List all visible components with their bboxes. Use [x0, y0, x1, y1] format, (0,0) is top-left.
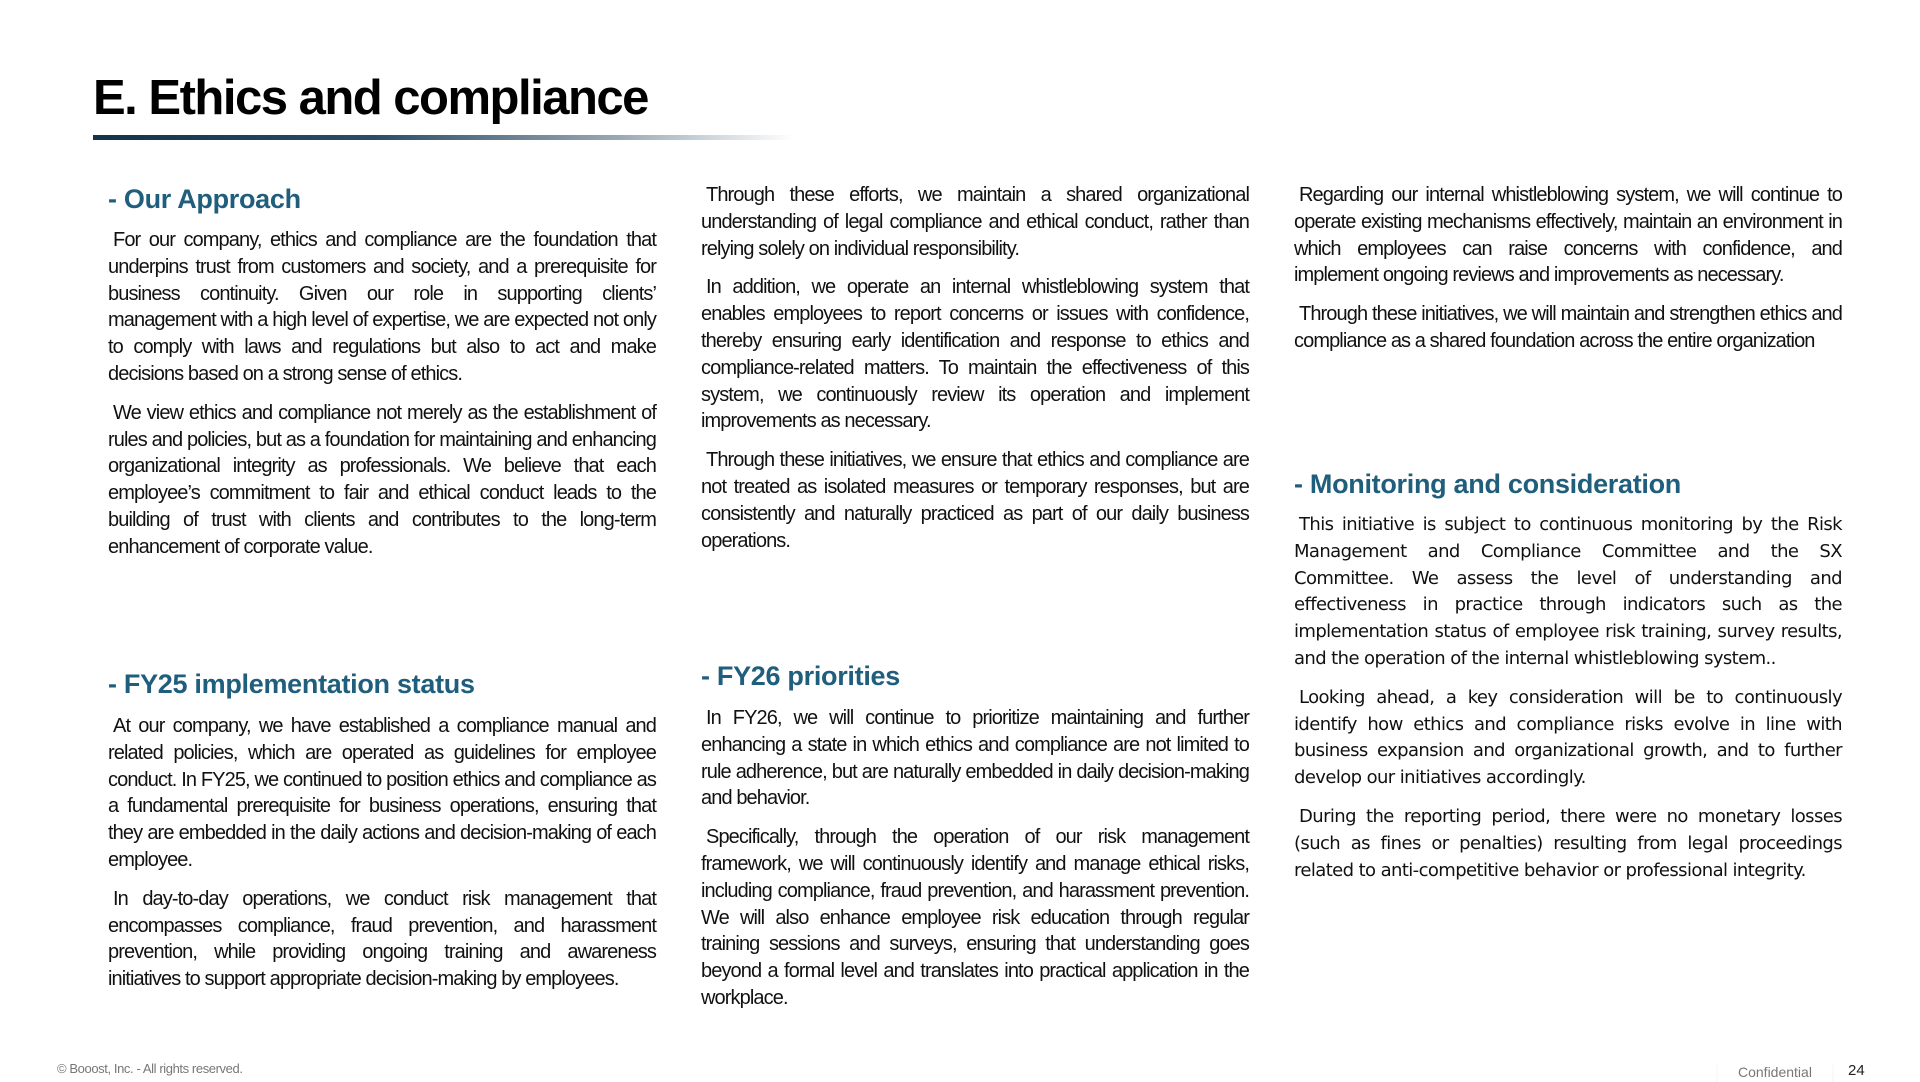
monitoring-section [1294, 468, 1842, 500]
paragraph: During the reporting period, there were no monetary losses (such as fines or penalties) resulting from legal proceedings related to anti-competitive behavior or professional integrity. [1294, 805, 1842, 881]
fy26-body [701, 705, 1249, 1024]
paragraph: In FY26, we will continue to prioritize maintaining and further enhancing a state in which ethics and compliance are not limited to rule adherence, but are naturally embedded in daily decision-making and behavior. [701, 707, 1249, 810]
paragraph: For our company, ethics and compliance are the foundation that underpins trust from customers and society, and a prerequisite for business continuity. Given our role in supporting clients’ management with a high level of expertise, we are expected not only to comply with laws and regulations but also to act and make decisions based on a strong sense of ethics. [108, 229, 656, 385]
section-heading: - Monitoring and consideration [1294, 469, 1681, 499]
page-title: E. Ethics and compliance [93, 71, 648, 125]
paragraph: Regarding our internal whistleblowing system, we will continue to operate existing mechanisms effectively, maintain an environment in which employees can raise concerns with confidence, and implement ongoing reviews and improvements as necessary. [1294, 184, 1842, 287]
paragraph: Through these initiatives, we will maintain and strengthen ethics and compliance as a shared foundation across the entire organization [1294, 303, 1842, 352]
page-number: 24 [1848, 1062, 1865, 1079]
copyright: © Booost, Inc. - All rights reserved. [57, 1061, 243, 1076]
our-approach-body [108, 227, 656, 573]
title-underline [93, 135, 793, 140]
paragraph: We view ethics and compliance not merely as the establishment of rules and policies, but as a foundation for maintaining and enhancing organizational integrity as professionals. We believe that each employee’s commitment to fair and ethical conduct leads to the building of trust with clients and contributes to the long-term enhancement of corporate value. [108, 401, 656, 558]
column-3-intro [1294, 182, 1842, 367]
paragraph: In day-to-day operations, we conduct risk management that encompasses compliance, fraud prevention, and harassment prevention, while providing ongoing training and awareness initiatives to support appropriate decision-making by employees. [108, 887, 656, 991]
section-heading: - FY26 priorities [701, 661, 900, 691]
section-heading: - Our Approach [108, 184, 301, 214]
monitoring-body [1294, 512, 1842, 896]
paragraph: This initiative is subject to continuous monitoring by the Risk Management and Compliance Committee and the SX Committee. We assess the level of understanding and effectiveness in practice through indicators such as the implementation status of employee risk training, survey results, and the operation of the internal whistleblowing system.. [1294, 514, 1842, 669]
paragraph: At our company, we have established a compliance manual and related policies, which are operated as guidelines for employee conduct. In FY25, we continued to position ethics and compliance as a fundamental prerequisite for business operations, ensuring that they are embedded in the daily actions and decision-making of each employee. [108, 715, 656, 871]
column-2-intro [701, 182, 1249, 566]
paragraph: Through these initiatives, we ensure that ethics and compliance are not treated as isolated measures or temporary responses, but are consistently and naturally practiced as part of our daily business operations. [701, 449, 1249, 552]
paragraph: Through these efforts, we maintain a shared organizational understanding of legal compliance and ethical conduct, rather than relying solely on individual responsibility. [701, 184, 1249, 260]
confidential-label: Confidential [1718, 1062, 1832, 1082]
fy25-section [108, 668, 656, 700]
fy25-body [108, 713, 656, 1005]
fy26-section [701, 660, 1249, 692]
paragraph: Looking ahead, a key consideration will be to continuously identify how ethics and compliance risks evolve in line with business expansion and organizational growth, and to further develop our initiatives accordingly. [1294, 686, 1842, 789]
our-approach-section [108, 183, 656, 215]
section-heading: - FY25 implementation status [108, 669, 475, 699]
paragraph: In addition, we operate an internal whistleblowing system that enables employees to report concerns or issues with confidence, thereby ensuring early identification and response to ethics and compliance-related matters. To maintain the effectiveness of this system, we continuously review its operation and implement improvements as necessary. [701, 276, 1249, 433]
paragraph: Specifically, through the operation of our risk management framework, we will continuously identify and manage ethical risks, including compliance, fraud prevention, and harassment prevention. We will also enhance employee risk education through regular training sessions and surveys, ensuring that understanding goes beyond a formal level and translates into practical application in the workplace. [701, 826, 1249, 1009]
